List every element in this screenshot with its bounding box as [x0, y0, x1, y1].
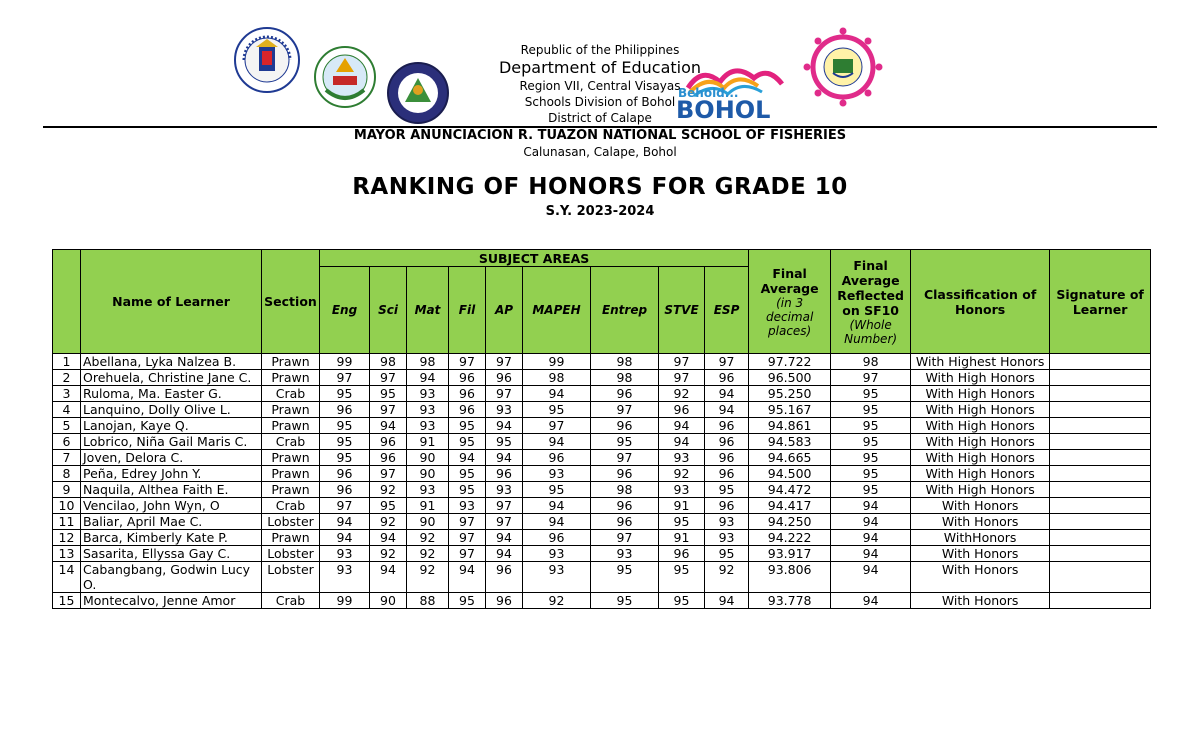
subject-header-mat: Mat — [407, 267, 449, 354]
grade-cell-esp: 96 — [705, 450, 749, 466]
grade-cell-mat: 90 — [407, 450, 449, 466]
grade-cell-stve: 92 — [659, 466, 705, 482]
honor-cell: With High Honors — [911, 402, 1050, 418]
signature-header: Signature of Learner — [1050, 250, 1151, 354]
section-cell: Prawn — [262, 482, 320, 498]
grade-cell-mat: 98 — [407, 354, 449, 370]
grade-cell-entrep: 96 — [591, 386, 659, 402]
section-cell: Prawn — [262, 370, 320, 386]
grade-cell-sci: 92 — [370, 514, 407, 530]
final-whole-cell: 95 — [831, 466, 911, 482]
rank-cell: 5 — [53, 418, 81, 434]
grade-cell-ap: 96 — [486, 593, 523, 609]
final-whole-cell: 94 — [831, 498, 911, 514]
republic-line: Republic of the Philippines — [520, 43, 680, 57]
section-cell: Prawn — [262, 402, 320, 418]
final-average-cell: 94.417 — [749, 498, 831, 514]
table-row — [53, 562, 1151, 593]
grade-cell-mat: 93 — [407, 386, 449, 402]
grade-cell-mapeh: 94 — [523, 514, 591, 530]
grade-cell-esp: 96 — [705, 370, 749, 386]
table-row — [53, 418, 1151, 434]
grade-cell-ap: 93 — [486, 482, 523, 498]
grade-cell-stve: 96 — [659, 402, 705, 418]
grade-cell-sci: 95 — [370, 498, 407, 514]
grade-cell-fil: 95 — [449, 466, 486, 482]
grade-cell-esp: 96 — [705, 418, 749, 434]
grade-cell-fil: 94 — [449, 450, 486, 466]
final-whole-cell: 94 — [831, 593, 911, 609]
grade-cell-fil: 97 — [449, 354, 486, 370]
rank-cell: 11 — [53, 514, 81, 530]
final-average-cell: 96.500 — [749, 370, 831, 386]
grade-cell-entrep: 98 — [591, 370, 659, 386]
grade-cell-mapeh: 98 — [523, 370, 591, 386]
grade-cell-mat: 94 — [407, 370, 449, 386]
honor-cell: With Honors — [911, 498, 1050, 514]
behold-text: Behold... — [678, 86, 739, 100]
grade-cell-stve: 94 — [659, 418, 705, 434]
table-row — [53, 514, 1151, 530]
rank-cell: 12 — [53, 530, 81, 546]
table-row — [53, 530, 1151, 546]
grade-cell-mat: 92 — [407, 530, 449, 546]
grade-cell-eng: 95 — [320, 418, 370, 434]
grade-cell-eng: 93 — [320, 562, 370, 593]
name-cell: Ruloma, Ma. Easter G. — [81, 386, 262, 402]
table-row — [53, 482, 1151, 498]
grade-cell-entrep: 97 — [591, 402, 659, 418]
section-cell: Lobster — [262, 514, 320, 530]
grade-cell-eng: 96 — [320, 482, 370, 498]
signature-cell — [1050, 562, 1151, 593]
grade-cell-mat: 91 — [407, 434, 449, 450]
page-title: RANKING OF HONORS FOR GRADE 10 — [352, 174, 848, 200]
rank-cell: 8 — [53, 466, 81, 482]
grade-cell-mapeh: 94 — [523, 434, 591, 450]
grade-cell-fil: 97 — [449, 530, 486, 546]
grade-cell-ap: 93 — [486, 402, 523, 418]
grade-cell-sci: 97 — [370, 370, 407, 386]
name-cell: Baliar, April Mae C. — [81, 514, 262, 530]
signature-cell — [1050, 514, 1151, 530]
final-average-cell: 95.167 — [749, 402, 831, 418]
grade-cell-stve: 97 — [659, 354, 705, 370]
grade-cell-ap: 96 — [486, 370, 523, 386]
school-seal — [803, 27, 883, 107]
grade-cell-mat: 90 — [407, 514, 449, 530]
grade-cell-entrep: 98 — [591, 354, 659, 370]
subject-header-sci: Sci — [370, 267, 407, 354]
signature-cell — [1050, 593, 1151, 609]
name-cell: Cabangbang, Godwin Lucy O. — [81, 562, 262, 593]
grade-cell-fil: 96 — [449, 386, 486, 402]
grade-cell-fil: 97 — [449, 546, 486, 562]
rank-cell: 7 — [53, 450, 81, 466]
subject-header-fil: Fil — [449, 267, 486, 354]
rank-cell: 10 — [53, 498, 81, 514]
grade-cell-mat: 93 — [407, 402, 449, 418]
final-average-cell: 94.500 — [749, 466, 831, 482]
grade-cell-sci: 96 — [370, 434, 407, 450]
honor-cell: With High Honors — [911, 386, 1050, 402]
grade-cell-ap: 97 — [486, 514, 523, 530]
grade-cell-sci: 96 — [370, 450, 407, 466]
grade-cell-ap: 94 — [486, 450, 523, 466]
rank-cell: 9 — [53, 482, 81, 498]
final-average-cell: 94.665 — [749, 450, 831, 466]
grade-cell-ap: 97 — [486, 498, 523, 514]
grade-cell-eng: 95 — [320, 386, 370, 402]
rank-cell: 15 — [53, 593, 81, 609]
region-line: Region VII, Central Visayas — [519, 79, 681, 93]
grade-cell-mat: 93 — [407, 482, 449, 498]
grade-cell-ap: 94 — [486, 546, 523, 562]
grade-cell-mapeh: 94 — [523, 386, 591, 402]
subject-header-ap: AP — [486, 267, 523, 354]
grade-cell-mapeh: 99 — [523, 354, 591, 370]
grade-cell-mapeh: 92 — [523, 593, 591, 609]
grade-cell-mapeh: 96 — [523, 450, 591, 466]
grade-cell-ap: 97 — [486, 386, 523, 402]
grade-cell-mapeh: 95 — [523, 482, 591, 498]
honor-cell: With Honors — [911, 546, 1050, 562]
table-row — [53, 370, 1151, 386]
rank-cell: 13 — [53, 546, 81, 562]
grade-cell-esp: 96 — [705, 466, 749, 482]
honor-cell: With High Honors — [911, 482, 1050, 498]
grade-cell-eng: 96 — [320, 402, 370, 418]
section-cell: Prawn — [262, 354, 320, 370]
grade-cell-esp: 93 — [705, 514, 749, 530]
grade-cell-entrep: 96 — [591, 498, 659, 514]
grade-cell-eng: 97 — [320, 498, 370, 514]
grade-cell-fil: 96 — [449, 370, 486, 386]
bohol-text: BOHOL — [676, 96, 771, 124]
honors-table — [52, 249, 1151, 609]
table-row — [53, 402, 1151, 418]
grade-cell-esp: 95 — [705, 482, 749, 498]
grade-cell-sci: 92 — [370, 546, 407, 562]
grade-cell-ap: 94 — [486, 418, 523, 434]
rank-cell: 1 — [53, 354, 81, 370]
grade-cell-stve: 91 — [659, 530, 705, 546]
grade-cell-mapeh: 96 — [523, 530, 591, 546]
grade-cell-sci: 97 — [370, 466, 407, 482]
honor-cell: With Honors — [911, 514, 1050, 530]
grade-cell-esp: 94 — [705, 386, 749, 402]
final-average-label: Final Average — [760, 265, 819, 296]
honor-cell: With High Honors — [911, 418, 1050, 434]
section-cell: Prawn — [262, 466, 320, 482]
honor-cell: With Honors — [911, 562, 1050, 593]
region-seal — [314, 46, 376, 108]
name-cell: Sasarita, Ellyssa Gay C. — [81, 546, 262, 562]
grade-cell-eng: 99 — [320, 354, 370, 370]
section-cell: Lobster — [262, 546, 320, 562]
grade-cell-esp: 93 — [705, 530, 749, 546]
section-cell: Crab — [262, 434, 320, 450]
rank-cell: 2 — [53, 370, 81, 386]
subject-header-entrep: Entrep — [591, 267, 659, 354]
grade-cell-mat: 92 — [407, 562, 449, 593]
final-whole-cell: 95 — [831, 434, 911, 450]
grade-cell-esp: 97 — [705, 354, 749, 370]
subject-areas-header: SUBJECT AREAS — [320, 250, 749, 267]
grade-cell-sci: 97 — [370, 402, 407, 418]
honor-cell: With High Honors — [911, 466, 1050, 482]
grade-cell-entrep: 95 — [591, 434, 659, 450]
grade-cell-mapeh: 93 — [523, 466, 591, 482]
table-row — [53, 434, 1151, 450]
table-row — [53, 498, 1151, 514]
grade-cell-mapeh: 94 — [523, 498, 591, 514]
rank-header — [53, 250, 81, 354]
final-average-cell: 94.250 — [749, 514, 831, 530]
school-address: Calunasan, Calape, Bohol — [523, 145, 677, 159]
grade-cell-stve: 95 — [659, 593, 705, 609]
name-cell: Barca, Kimberly Kate P. — [81, 530, 262, 546]
grade-cell-entrep: 98 — [591, 482, 659, 498]
final-average-cell: 97.722 — [749, 354, 831, 370]
grade-cell-ap: 96 — [486, 562, 523, 593]
name-header: Name of Learner — [81, 250, 262, 354]
grade-cell-eng: 99 — [320, 593, 370, 609]
signature-cell — [1050, 498, 1151, 514]
grade-cell-stve: 94 — [659, 434, 705, 450]
subject-header-stve: STVE — [659, 267, 705, 354]
grade-cell-entrep: 95 — [591, 562, 659, 593]
grade-cell-stve: 91 — [659, 498, 705, 514]
final-average-cell: 93.917 — [749, 546, 831, 562]
signature-cell — [1050, 450, 1151, 466]
signature-cell — [1050, 370, 1151, 386]
section-cell: Prawn — [262, 418, 320, 434]
division-line: Schools Division of Bohol — [524, 95, 676, 109]
grade-cell-fil: 97 — [449, 514, 486, 530]
signature-cell — [1050, 386, 1151, 402]
grade-cell-mapeh: 97 — [523, 418, 591, 434]
grade-cell-ap: 96 — [486, 466, 523, 482]
name-cell: Montecalvo, Jenne Amor — [81, 593, 262, 609]
section-cell: Crab — [262, 498, 320, 514]
name-cell: Abellana, Lyka Nalzea B. — [81, 354, 262, 370]
final-whole-cell: 94 — [831, 514, 911, 530]
final-whole-cell: 94 — [831, 562, 911, 593]
final-average-note: (in 3 decimal places) — [765, 295, 814, 338]
grade-cell-sci: 94 — [370, 562, 407, 593]
subject-header-eng: Eng — [320, 267, 370, 354]
signature-cell — [1050, 418, 1151, 434]
honor-cell: With High Honors — [911, 450, 1050, 466]
grade-cell-esp: 94 — [705, 402, 749, 418]
name-cell: Lanquino, Dolly Olive L. — [81, 402, 262, 418]
final-whole-cell: 95 — [831, 450, 911, 466]
department-line: Department of Education — [498, 58, 702, 77]
district-line: District of Calape — [548, 111, 652, 125]
subject-header-esp: ESP — [705, 267, 749, 354]
grade-cell-sci: 92 — [370, 482, 407, 498]
table-row — [53, 354, 1151, 370]
grade-cell-esp: 96 — [705, 498, 749, 514]
section-cell: Crab — [262, 386, 320, 402]
final-whole-cell: 94 — [831, 530, 911, 546]
grade-cell-sci: 94 — [370, 530, 407, 546]
grade-cell-mat: 88 — [407, 593, 449, 609]
name-cell: Vencilao, John Wyn, O — [81, 498, 262, 514]
grade-cell-entrep: 97 — [591, 450, 659, 466]
grade-cell-stve: 93 — [659, 450, 705, 466]
signature-cell — [1050, 530, 1151, 546]
honor-cell: With Honors — [911, 593, 1050, 609]
grade-cell-sci: 94 — [370, 418, 407, 434]
grade-cell-fil: 95 — [449, 434, 486, 450]
signature-cell — [1050, 482, 1151, 498]
section-header: Section — [262, 250, 320, 354]
honor-cell: WithHonors — [911, 530, 1050, 546]
rank-cell: 6 — [53, 434, 81, 450]
grade-cell-stve: 92 — [659, 386, 705, 402]
grade-cell-mapeh: 95 — [523, 402, 591, 418]
grade-cell-esp: 96 — [705, 434, 749, 450]
final-average-header — [749, 250, 831, 354]
grade-cell-sci: 95 — [370, 386, 407, 402]
deped-seal — [234, 27, 300, 93]
table-row — [53, 466, 1151, 482]
honor-cell: With High Honors — [911, 434, 1050, 450]
grade-cell-entrep: 96 — [591, 466, 659, 482]
grade-cell-eng: 94 — [320, 530, 370, 546]
grade-cell-fil: 95 — [449, 482, 486, 498]
grade-cell-entrep: 96 — [591, 514, 659, 530]
grade-cell-mat: 92 — [407, 546, 449, 562]
grade-cell-mat: 91 — [407, 498, 449, 514]
grade-cell-fil: 94 — [449, 562, 486, 593]
honor-cell: With Highest Honors — [911, 354, 1050, 370]
grade-cell-mat: 93 — [407, 418, 449, 434]
school-year: S.Y. 2023-2024 — [545, 204, 655, 219]
grade-cell-stve: 97 — [659, 370, 705, 386]
honor-cell: With High Honors — [911, 370, 1050, 386]
grade-cell-ap: 94 — [486, 530, 523, 546]
name-cell: Peña, Edrey John Y. — [81, 466, 262, 482]
grade-cell-esp: 94 — [705, 593, 749, 609]
grade-cell-fil: 93 — [449, 498, 486, 514]
grade-cell-entrep: 97 — [591, 530, 659, 546]
final-whole-cell: 95 — [831, 386, 911, 402]
letterhead — [440, 42, 760, 126]
grade-cell-ap: 97 — [486, 354, 523, 370]
name-cell: Joven, Delora C. — [81, 450, 262, 466]
grade-cell-stve: 95 — [659, 562, 705, 593]
grade-cell-fil: 95 — [449, 418, 486, 434]
grade-cell-eng: 96 — [320, 466, 370, 482]
final-reflected-note: (Whole Number) — [844, 317, 898, 346]
final-whole-cell: 97 — [831, 370, 911, 386]
final-average-cell: 95.250 — [749, 386, 831, 402]
grade-cell-mapeh: 93 — [523, 546, 591, 562]
rank-cell: 14 — [53, 562, 81, 593]
rank-cell: 4 — [53, 402, 81, 418]
table-row — [53, 593, 1151, 609]
grade-cell-mapeh: 93 — [523, 562, 591, 593]
final-whole-cell: 98 — [831, 354, 911, 370]
grade-cell-stve: 96 — [659, 546, 705, 562]
name-cell: Orehuela, Christine Jane C. — [81, 370, 262, 386]
school-name: MAYOR ANUNCIACION R. TUAZON NATIONAL SCHOOL OF FISHERIES — [353, 128, 847, 143]
section-cell: Prawn — [262, 450, 320, 466]
grade-cell-entrep: 95 — [591, 593, 659, 609]
section-cell: Crab — [262, 593, 320, 609]
final-whole-cell: 95 — [831, 482, 911, 498]
signature-cell — [1050, 354, 1151, 370]
signature-cell — [1050, 434, 1151, 450]
final-reflected-header — [831, 250, 911, 354]
grade-cell-entrep: 93 — [591, 546, 659, 562]
section-cell: Lobster — [262, 562, 320, 593]
table-row — [53, 386, 1151, 402]
final-average-cell: 94.583 — [749, 434, 831, 450]
name-cell: Naquila, Althea Faith E. — [81, 482, 262, 498]
final-average-cell: 93.778 — [749, 593, 831, 609]
grade-cell-sci: 90 — [370, 593, 407, 609]
grade-cell-eng: 95 — [320, 450, 370, 466]
grade-cell-fil: 95 — [449, 593, 486, 609]
grade-cell-esp: 92 — [705, 562, 749, 593]
final-reflected-label: Final Average Reflected on SF10 — [837, 257, 904, 318]
final-average-cell: 94.222 — [749, 530, 831, 546]
grade-cell-eng: 94 — [320, 514, 370, 530]
grade-cell-stve: 93 — [659, 482, 705, 498]
grade-cell-eng: 97 — [320, 370, 370, 386]
signature-cell — [1050, 466, 1151, 482]
subject-header-mapeh: MAPEH — [523, 267, 591, 354]
grade-cell-sci: 98 — [370, 354, 407, 370]
name-cell: Lobrico, Niña Gail Maris C. — [81, 434, 262, 450]
final-whole-cell: 94 — [831, 546, 911, 562]
rank-cell: 3 — [53, 386, 81, 402]
table-row — [53, 450, 1151, 466]
grade-cell-ap: 95 — [486, 434, 523, 450]
final-average-cell: 94.861 — [749, 418, 831, 434]
signature-cell — [1050, 546, 1151, 562]
final-whole-cell: 95 — [831, 418, 911, 434]
final-average-cell: 94.472 — [749, 482, 831, 498]
grade-cell-mat: 90 — [407, 466, 449, 482]
final-whole-cell: 95 — [831, 402, 911, 418]
name-cell: Lanojan, Kaye Q. — [81, 418, 262, 434]
grade-cell-stve: 95 — [659, 514, 705, 530]
section-cell: Prawn — [262, 530, 320, 546]
final-average-cell: 93.806 — [749, 562, 831, 593]
classification-header: Classification of Honors — [911, 250, 1050, 354]
grade-cell-fil: 96 — [449, 402, 486, 418]
table-row — [53, 546, 1151, 562]
grade-cell-esp: 95 — [705, 546, 749, 562]
signature-cell — [1050, 402, 1151, 418]
grade-cell-eng: 93 — [320, 546, 370, 562]
grade-cell-entrep: 96 — [591, 418, 659, 434]
grade-cell-eng: 95 — [320, 434, 370, 450]
